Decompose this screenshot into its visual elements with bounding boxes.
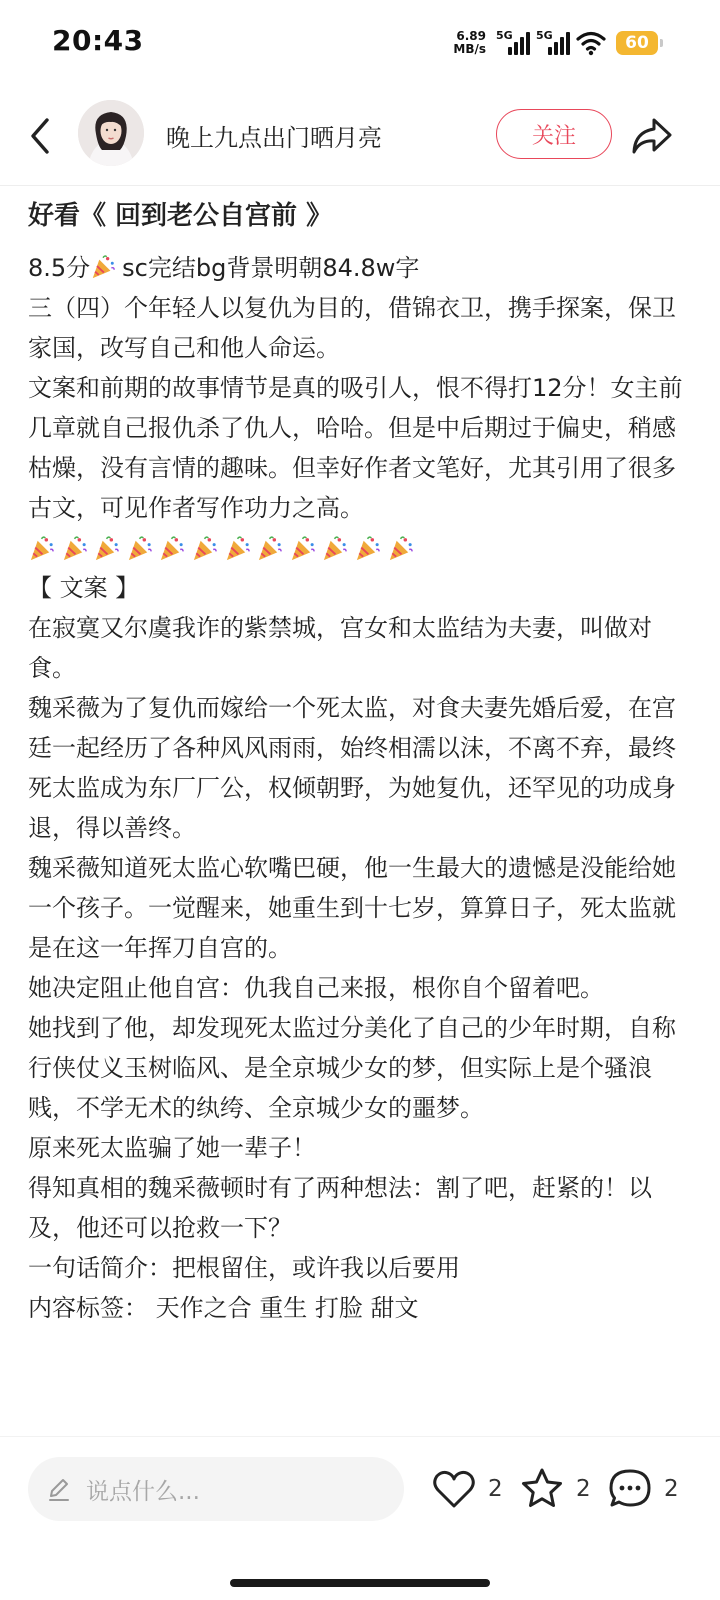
comment-count: 2 [664,1476,679,1502]
comment-placeholder: 说点什么... [86,1478,200,1505]
emoji-row [28,528,696,568]
party-popper-icon [93,535,120,562]
synopsis-paragraph: 魏采薇为了复仇而嫁给一个死太监，对食夫妻先婚后爱，在宫廷一起经历了各种风风雨雨，始终相濡以沫，不离不弃，最终死太监成为东厂厂公，权倾朝野，为她复仇，还罕见的功成身退，得以善终。 [28,694,676,842]
party-popper-icon [158,535,185,562]
battery-indicator: 60 [616,31,658,55]
comment-button[interactable] [606,1465,679,1513]
network-speed-value: 6.89 [456,29,486,43]
post-header [0,88,720,186]
network-speed-unit: MB/s [453,42,486,56]
author-avatar[interactable] [78,100,144,166]
synopsis-paragraph: 得知真相的魏采薇顿时有了两种想法：割了吧，赶紧的！以及，他还可以抢救一下？ [28,1174,652,1242]
pencil-icon [46,1476,72,1502]
post-content [28,188,696,1436]
sim2-label: 5G [536,29,553,42]
party-popper-icon [61,535,88,562]
share-icon [630,116,674,156]
post-meta-score: 8.5分 [28,254,91,282]
synopsis-paragraph: 在寂寞又尔虞我诈的紫禁城，宫女和太监结为夫妻，叫做对食。 [28,614,652,682]
favorite-button[interactable] [518,1465,591,1513]
party-popper-icon [289,535,316,562]
one-line-summary: 一句话简介：把根留住，或许我以后要用 [28,1254,460,1282]
signal-icon-sim1 [496,29,530,57]
review-paragraph: 三（四）个年轻人以复仇为目的，借锦衣卫，携手探案，保卫家国，改写自己和他人命运。 [28,294,676,362]
avatar-portrait-image [78,100,144,166]
favorite-count: 2 [576,1476,591,1502]
party-popper-icon [126,535,153,562]
synopsis-paragraph: 魏采薇知道死太监心软嘴巴硬，他一生最大的遗憾是没能给她一个孩子。一觉醒来，她重生到十七岁，算算日子，死太监就是在这一年挥刀自宫的。 [28,854,676,962]
status-icons [453,26,658,60]
synopsis-paragraph: 她找到了他，却发现死太监过分美化了自己的少年时期，自称行侠仗义玉树临风、是全京城少女的梦，但实际上是个骚浪贱，不学无术的纨绔、全京城少女的噩梦。 [28,1014,676,1122]
like-count: 2 [488,1476,503,1502]
party-popper-icon [354,535,381,562]
status-time: 20:43 [52,24,144,57]
network-speed [453,30,486,56]
bottom-action-bar [0,1436,720,1600]
comment-bubble-icon [606,1465,654,1513]
party-popper-icon [90,254,116,280]
back-button[interactable] [22,112,58,160]
content-tags: 内容标签： 天作之合 重生 打脸 甜文 [28,1294,419,1322]
heart-icon [430,1465,478,1513]
post-meta-info: sc完结bg背景明朝84.8w字 [122,254,420,282]
party-popper-icon [28,535,55,562]
synopsis-heading: 【 文案 】 [28,574,140,602]
synopsis-paragraph: 她决定阻止他自宫：仇我自己来报，根你自个留着吧。 [28,974,604,1002]
synopsis-paragraph: 原来死太监骗了她一辈子！ [28,1134,316,1162]
home-indicator[interactable] [230,1579,490,1587]
sim1-label: 5G [496,29,513,42]
review-paragraph: 文案和前期的故事情节是真的吸引人，恨不得打12分！女主前几章就自己报仇杀了仇人，哈哈。但是中后期过于偏史，稍感枯燥，没有言情的趣味。但幸好作者文笔好，尤其引用了很多古文，可见作者写作功力之高。 [28,374,683,522]
post-body [28,248,696,1328]
comment-input[interactable] [28,1457,404,1521]
follow-button[interactable]: 关注 [496,109,612,159]
status-bar [0,0,720,88]
post-title: 好看《 回到老公自宫前 》 [28,201,333,231]
signal-icon-sim2 [536,29,570,57]
star-icon [518,1465,566,1513]
party-popper-icon [321,535,348,562]
party-popper-icon [224,535,251,562]
like-button[interactable] [430,1465,503,1513]
party-popper-icon [191,535,218,562]
party-popper-icon [387,535,414,562]
share-button[interactable] [628,112,676,160]
chevron-left-icon [27,116,53,156]
wifi-icon [576,30,606,56]
post-meta [28,248,696,288]
author-name[interactable]: 晚上九点出门晒月亮 [166,124,382,152]
party-popper-icon [256,535,283,562]
